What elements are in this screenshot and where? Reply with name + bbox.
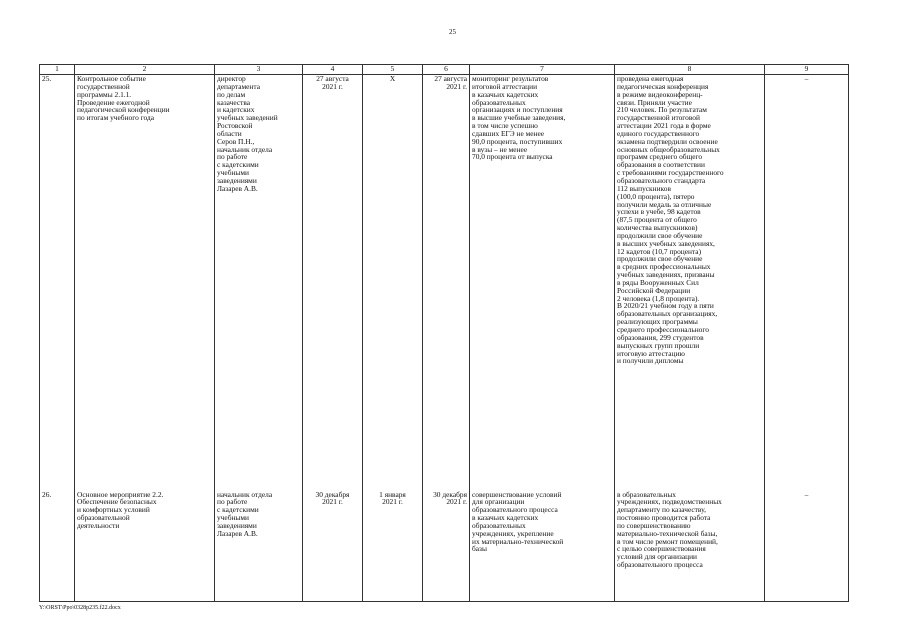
plan-start-date: 30 декабря 2021 г.	[303, 491, 363, 602]
actual-result: в образовательных учреждениях, подведомственных департаменту по казачеству, постоянно проводится работа по совершенствованию материально-технической базы, в том числе ремонт помещений, с целью совершенствования условий для организации образовательного процесса	[615, 491, 765, 602]
event-name: Основное мероприятие 2.2. Обеспечение безопасных и комфортных условий образовательной деятельности	[75, 491, 215, 602]
column-header: 5	[363, 65, 423, 75]
table-header-row	[40, 65, 849, 75]
column-header: 7	[470, 65, 615, 75]
report-table	[39, 64, 849, 602]
document-file-path: Y:\ORST\Ppo\0328p235.f22.docx	[39, 605, 121, 611]
table-row	[40, 75, 849, 491]
end-date: 27 августа 2021 г.	[423, 75, 470, 491]
column-header: 9	[765, 65, 849, 75]
column-header: 6	[423, 65, 470, 75]
page-number: 25	[449, 28, 456, 36]
plan-start-date: 27 августа 2021 г.	[303, 75, 363, 491]
table-row	[40, 491, 849, 602]
expected-result: мониторинг результатов итоговой аттестации в казачьих кадетских образовательных организациях и поступления в высшие учебные заведения, в том числе успешно сдавших ЕГЭ не менее 90,0 процента, поступивших в вузы – не менее 70,0 процента от выпуска	[470, 75, 615, 491]
expected-result: совершенствование условий для организации образовательного процесса в казачьих кадетских образовательных учреждениях, укрепление их материально-технической базы	[470, 491, 615, 602]
responsible-person: директор департамента по делам казачества и кадетских учебных заведений Ростовской области Серов П.Н., начальник отдела по работе с кадетскими учебными заведениями Лазарев А.В.	[215, 75, 303, 491]
row-number: 26.	[40, 491, 75, 602]
note: –	[765, 75, 849, 491]
actual-start-date: 1 января 2021 г.	[363, 491, 423, 602]
column-header: 8	[615, 65, 765, 75]
event-name: Контрольное событие государственной программы 2.1.1. Проведение ежегодной педагогической конференции по итогам учебного года	[75, 75, 215, 491]
end-date: 30 декабря 2021 г.	[423, 491, 470, 602]
responsible-person: начальник отдела по работе с кадетскими учебными заведениями Лазарев А.В.	[215, 491, 303, 602]
note: –	[765, 491, 849, 602]
actual-start-date: Х	[363, 75, 423, 491]
column-header: 4	[303, 65, 363, 75]
row-number: 25.	[40, 75, 75, 491]
column-header: 3	[215, 65, 303, 75]
column-header: 2	[75, 65, 215, 75]
actual-result: проведена ежегодная педагогическая конференция в режиме видеоконференц- связи. Приняли участие 210 человек. По результатам государственной итоговой аттестации 2021 года в форме единого государственного экзамена подтвердили освоение основных общеобразовательных программ среднего общего образования в соответствии с требованиями государственного образовательного стандарта 112 выпускников (100,0 процента), пятеро получили медаль за отличные успехи в учебе, 98 кадетов (87,5 процента от общего количества выпускников) продолжили свое обучение в высших учебных заведениях, 12 кадетов (10,7 процента) продолжили свое обучение в средних профессиональных учебных заведениях, призваны в ряды Вооруженных Сил Российской Федерации 2 человека (1,8 процента). В 2020/21 учебном году в пяти образовательных организациях, реализующих программы среднего профессионального образования, 299 студентов выпускных групп прошли итоговую аттестацию и получили дипломы	[615, 75, 765, 491]
column-header: 1	[40, 65, 75, 75]
